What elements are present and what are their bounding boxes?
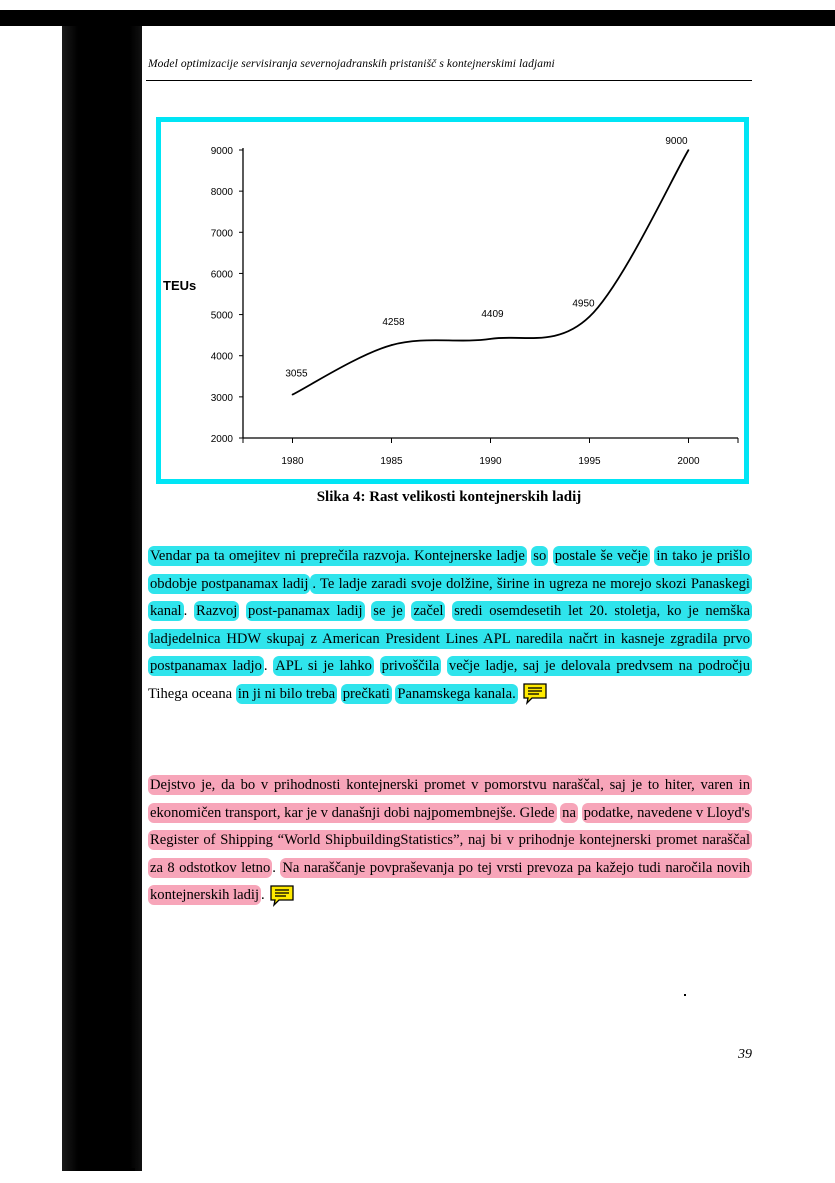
- y-tick-label: 8000: [210, 187, 233, 199]
- highlighted-text-segment: Panamskega kanala.: [397, 685, 516, 702]
- data-label: 9000: [665, 136, 688, 147]
- header-rule: [146, 80, 752, 81]
- highlighted-text-segment: Dejstvo je, da bo v prihodnosti kontejnerski promet v pomorstvu naraščal, saj je to hiter, varen in ekonomičen transport, kar je v današnji dobi najpomembnejše. Glede: [150, 777, 750, 821]
- comment-note-icon[interactable]: [269, 885, 295, 907]
- y-tick-label: 3000: [210, 392, 233, 404]
- text-segment: [374, 658, 380, 674]
- text-segment: .: [261, 887, 265, 903]
- highlighted-text-segment: . Te ladje zaradi svoje dolžine, širine in ugreza ne morejo skozi Panaskegi kanal: [150, 575, 750, 619]
- highlighted-text-segment: postale še večje: [554, 548, 648, 564]
- text-segment: Tihega oceana: [148, 685, 236, 702]
- data-point: [688, 149, 690, 151]
- y-tick-label: 9000: [210, 146, 233, 157]
- figure-frame: [156, 117, 749, 484]
- series-line: [293, 150, 689, 395]
- data-point: [391, 344, 393, 346]
- scan-binding-shadow: [62, 26, 142, 1171]
- y-tick-label: 7000: [210, 228, 233, 240]
- highlighted-text-segment: začel: [413, 603, 444, 619]
- data-point: [490, 338, 492, 340]
- highlighted-text-segment: Vendar pa ta omejitev ni preprečila razvoja. Kontejnerske ladje: [150, 548, 525, 564]
- highlighted-text-segment: sredi osemdesetih let 20. stoletja, ko je nemška ladjedelnica HDW skupaj z American President Lines APL naredila načrt in kasneje zgradila prvo postpanamax ladjo: [150, 603, 750, 674]
- data-point: [589, 316, 591, 318]
- x-tick-label: 1980: [281, 456, 304, 467]
- y-axis-label: TEUs: [163, 277, 197, 293]
- data-point: [292, 394, 294, 396]
- running-header: Model optimizacije servisiranja severnojadranskih pristanišč s kontejnerskimi ladjami: [148, 58, 555, 70]
- highlighted-text-segment: Na naraščanje povpraševanja po tej vrsti prevoza pa kažejo tudi naročila novih kontejnerskih ladij: [150, 859, 750, 903]
- x-tick-label: 1985: [380, 456, 403, 467]
- scan-bottom-edge: [115, 1168, 135, 1171]
- highlighted-text-segment: in ji ni bilo treba: [237, 685, 336, 702]
- paragraph-2: [148, 772, 752, 910]
- data-label: 3055: [285, 368, 308, 380]
- x-tick-label: 1995: [578, 456, 601, 467]
- y-tick-label: 6000: [210, 269, 233, 281]
- y-tick-label: 2000: [210, 434, 233, 445]
- x-tick-label: 2000: [677, 456, 700, 467]
- highlighted-text-segment: APL si je lahko: [275, 658, 372, 674]
- highlighted-text-segment: post-panamax ladij: [248, 603, 363, 619]
- y-tick-label: 5000: [210, 310, 233, 322]
- highlighted-text-segment: prečkati: [342, 685, 390, 702]
- growth-chart: [161, 122, 744, 479]
- scan-speck: [684, 994, 686, 996]
- text-segment: .: [183, 603, 194, 619]
- data-label: 4409: [481, 308, 504, 320]
- highlighted-text-segment: večje ladje, saj je delovala predvsem na področju: [448, 658, 750, 674]
- highlighted-text-segment: na: [562, 804, 576, 821]
- highlighted-text-segment: so: [533, 548, 547, 564]
- data-label: 4950: [572, 298, 595, 310]
- highlighted-text-segment: Razvoj: [195, 603, 238, 619]
- highlighted-text-segment: se je: [373, 603, 403, 619]
- page-number: 39: [738, 1047, 752, 1062]
- data-label: 4258: [382, 317, 405, 329]
- scan-top-border: [0, 10, 835, 26]
- comment-note-icon[interactable]: [522, 683, 548, 705]
- figure-caption: Slika 4: Rast velikosti kontejnerskih ladij: [316, 489, 582, 505]
- y-tick-label: 4000: [210, 351, 233, 363]
- paragraph-1: [148, 543, 752, 708]
- x-tick-label: 1990: [479, 456, 502, 467]
- highlighted-text-segment: in tako je prišlo obdobje postpanamax ladij: [150, 548, 751, 592]
- highlighted-text-segment: podatke, navedene v Lloyd's Register of Shipping “World ShipbuildingStatistics”, naj bi v prihodnje kontejnerski promet naraščal za 8 odstotkov letno: [150, 804, 750, 876]
- highlighted-text-segment: privoščila: [381, 658, 440, 674]
- text-segment: .: [263, 658, 274, 674]
- text-segment: .: [272, 859, 281, 876]
